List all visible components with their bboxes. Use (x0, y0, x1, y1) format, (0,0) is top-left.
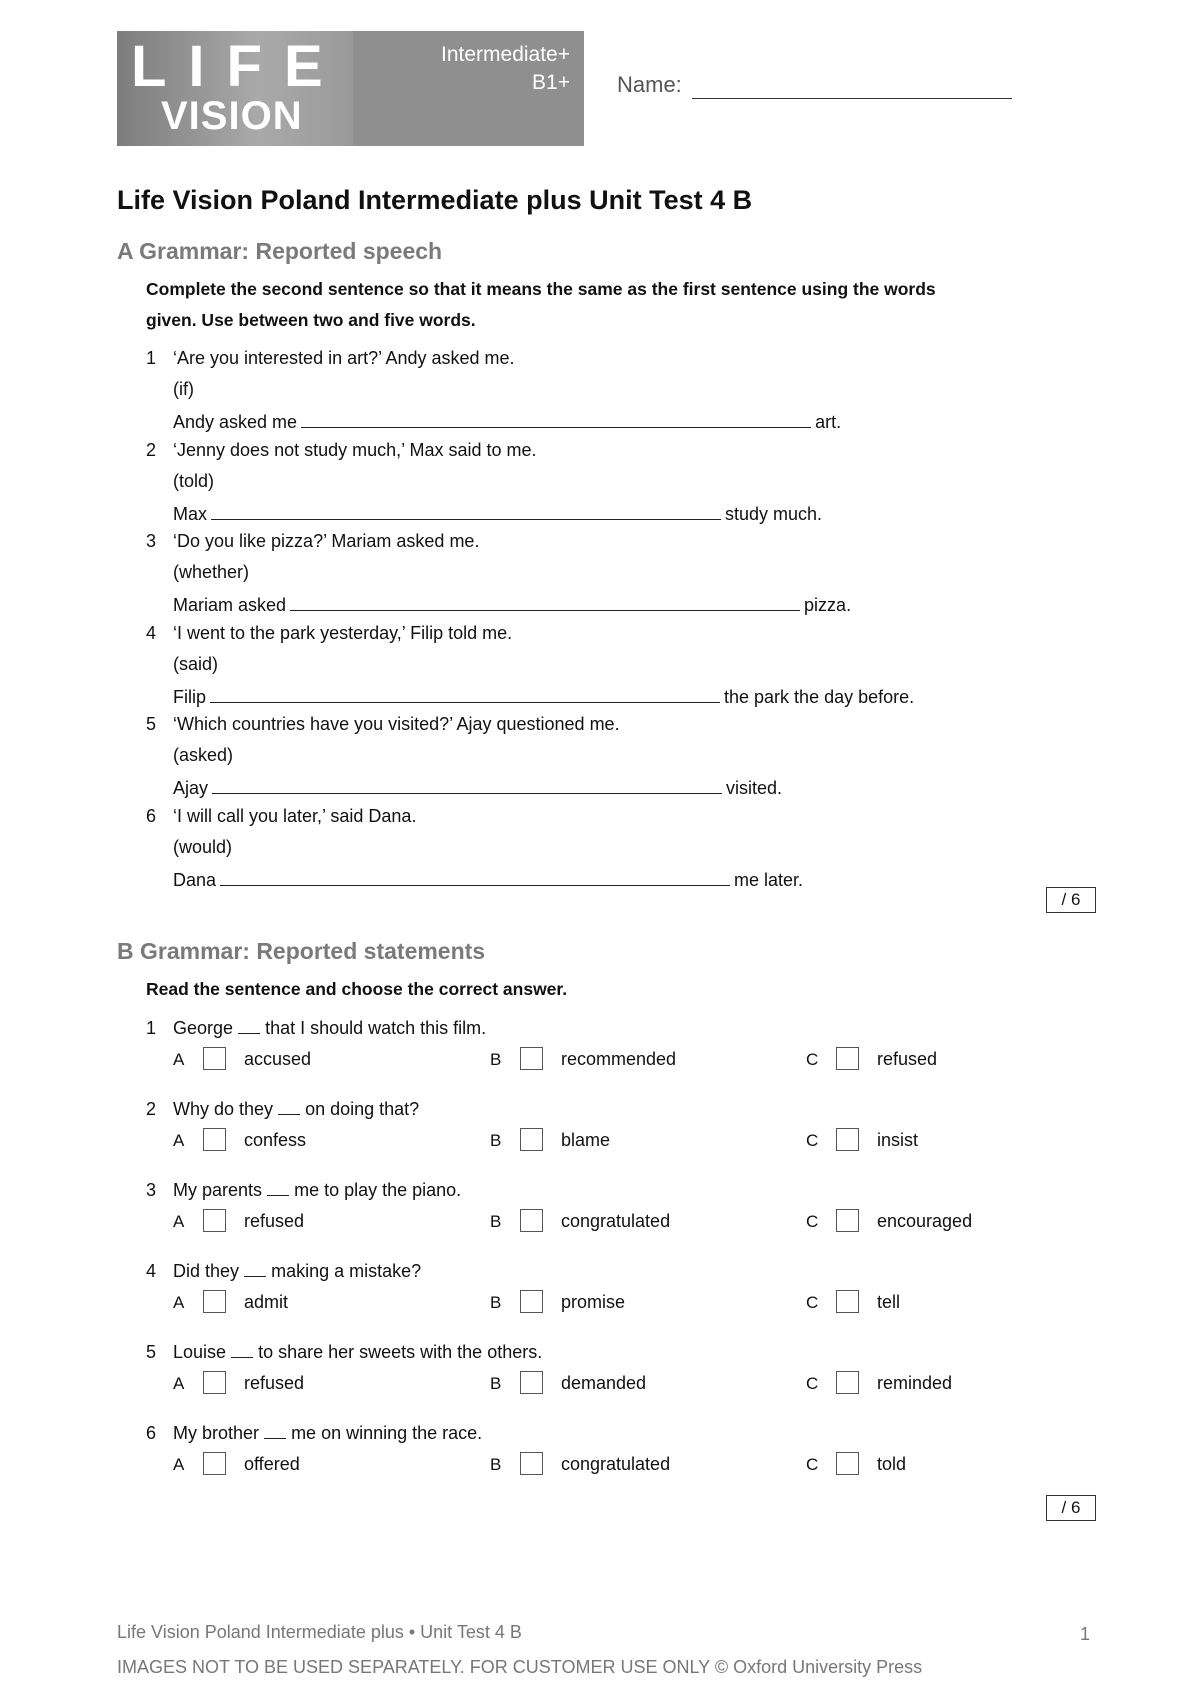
option-checkbox[interactable] (203, 1209, 226, 1232)
question-text (173, 1013, 486, 1044)
original-sentence: ‘Jenny does not study much,’ Max said to me. (173, 439, 537, 460)
rewrite-line (173, 588, 851, 619)
option-letter: C (806, 1455, 819, 1474)
section-b-instructions: Read the sentence and choose the correct answer. (146, 979, 568, 999)
option-checkbox[interactable] (520, 1452, 543, 1475)
option-letter: B (490, 1050, 502, 1069)
option-text: encouraged (877, 1211, 973, 1231)
rewrite-prefix: Filip (173, 686, 207, 707)
option-letter: B (490, 1293, 502, 1312)
section-a-instructions: Complete the second sentence so that it means the same as the first sentence using the words given. Use between two and five words. (146, 279, 936, 330)
original-sentence: ‘I went to the park yesterday,’ Filip told me. (173, 622, 513, 643)
answer-blank[interactable] (211, 497, 721, 520)
keyword: (whether) (173, 562, 250, 582)
rewrite-prefix: Dana (173, 869, 217, 890)
question-after: making a mistake? (271, 1261, 422, 1281)
life-vision-logo (117, 31, 584, 146)
section-a-score-box: / 6 (1046, 887, 1096, 913)
item-number: 5 (146, 1342, 157, 1362)
option-checkbox[interactable] (836, 1128, 859, 1151)
level-line-2: B1+ (532, 71, 570, 94)
question-text (173, 1094, 419, 1125)
original-sentence: ‘I will call you later,’ said Dana. (173, 805, 417, 826)
option-letter: C (806, 1212, 819, 1231)
page-title: Life Vision Poland Intermediate plus Unit Test 4 B (117, 185, 753, 215)
option-checkbox[interactable] (520, 1290, 543, 1313)
question-after: me on winning the race. (291, 1423, 483, 1443)
question-after: that I should watch this film. (265, 1018, 487, 1038)
question-before: Did they (173, 1261, 240, 1281)
name-field[interactable] (692, 98, 1012, 99)
option-text: accused (244, 1049, 312, 1069)
item-number: 2 (146, 439, 157, 460)
rewrite-prefix: Mariam asked (173, 595, 287, 615)
item-number: 1 (146, 348, 157, 368)
logo-word-life: LIFE (131, 34, 345, 99)
rewrite-suffix: the park the day before. (724, 686, 915, 707)
option-text: confess (244, 1130, 307, 1150)
answer-blank[interactable] (212, 771, 722, 794)
item-number: 3 (146, 531, 157, 551)
option-letter: B (490, 1212, 502, 1231)
original-sentence: ‘Do you like pizza?’ Mariam asked me. (173, 531, 480, 551)
question-after: on doing that? (305, 1099, 420, 1119)
keyword: (would) (173, 836, 233, 857)
option-text: offered (244, 1454, 300, 1474)
option-checkbox[interactable] (203, 1128, 226, 1151)
question-after: to share her sweets with the others. (258, 1342, 543, 1362)
option-checkbox[interactable] (520, 1209, 543, 1232)
question-before: My parents (173, 1180, 263, 1200)
option-checkbox[interactable] (836, 1452, 859, 1475)
option-letter: A (173, 1131, 185, 1150)
option-text: refused (877, 1049, 938, 1069)
logo-word-vision: VISION (161, 94, 303, 138)
keyword: (told) (173, 470, 215, 491)
item-number: 6 (146, 1423, 157, 1443)
question-text (173, 1256, 421, 1287)
question-text (173, 1418, 482, 1449)
item-number: 5 (146, 714, 157, 734)
gap-blank (231, 1339, 253, 1358)
original-sentence: ‘Which countries have you visited?’ Ajay questioned me. (173, 714, 620, 734)
option-text: recommended (561, 1049, 677, 1069)
footer-title: Life Vision Poland Intermediate plus • Unit Test 4 B (117, 1622, 522, 1642)
item-number: 3 (146, 1180, 157, 1200)
option-text: congratulated (561, 1454, 671, 1474)
level-line-1: Intermediate+ (441, 43, 570, 66)
footer-copyright: IMAGES NOT TO BE USED SEPARATELY. FOR CUSTOMER USE ONLY © Oxford University Press (117, 1657, 923, 1677)
keyword: (said) (173, 653, 219, 674)
question-before: Why do they (173, 1099, 274, 1119)
option-letter: B (490, 1131, 502, 1150)
rewrite-line (173, 863, 803, 894)
rewrite-prefix: Andy asked me (173, 412, 298, 432)
option-text: refused (244, 1211, 305, 1231)
rewrite-line (173, 771, 782, 802)
answer-blank[interactable] (210, 680, 720, 703)
option-letter: A (173, 1212, 185, 1231)
option-checkbox[interactable] (203, 1371, 226, 1394)
question-before: George (173, 1018, 234, 1038)
option-letter: B (490, 1455, 502, 1474)
section-b-heading: B Grammar: Reported statements (117, 938, 486, 964)
item-number: 6 (146, 805, 157, 826)
option-checkbox[interactable] (836, 1371, 859, 1394)
option-letter: C (806, 1374, 819, 1393)
answer-blank[interactable] (290, 588, 800, 611)
option-letter: A (173, 1293, 185, 1312)
original-sentence: ‘Are you interested in art?’ Andy asked me. (173, 348, 515, 368)
item-number: 1 (146, 1018, 157, 1038)
option-checkbox[interactable] (203, 1290, 226, 1313)
option-checkbox[interactable] (203, 1452, 226, 1475)
gap-blank (244, 1258, 266, 1277)
option-letter: A (173, 1374, 185, 1393)
gap-blank (238, 1015, 260, 1034)
gap-blank (264, 1420, 286, 1439)
option-text: told (877, 1454, 907, 1474)
gap-blank (267, 1177, 289, 1196)
section-b-score-box: / 6 (1046, 1495, 1096, 1521)
rewrite-prefix: Ajay (173, 778, 209, 798)
section-a-heading: A Grammar: Reported speech (117, 238, 443, 264)
option-checkbox[interactable] (203, 1047, 226, 1070)
option-text: admit (244, 1292, 289, 1312)
rewrite-suffix: visited. (726, 778, 783, 798)
rewrite-line (173, 680, 914, 711)
option-letter: B (490, 1374, 502, 1393)
item-number: 2 (146, 1099, 157, 1119)
item-number: 4 (146, 1261, 157, 1281)
keyword: (if) (173, 379, 194, 399)
option-text: reminded (877, 1373, 953, 1393)
answer-blank[interactable] (220, 863, 730, 886)
rewrite-line (173, 405, 841, 436)
option-letter: A (173, 1050, 185, 1069)
option-text: insist (877, 1130, 919, 1150)
rewrite-suffix: study much. (725, 503, 823, 524)
item-number: 4 (146, 622, 157, 643)
name-label: Name: (617, 72, 682, 97)
rewrite-suffix: art. (815, 412, 842, 432)
question-after: me to play the piano. (294, 1180, 462, 1200)
option-letter: C (806, 1293, 819, 1312)
rewrite-suffix: me later. (734, 869, 804, 890)
level-label (441, 41, 570, 97)
answer-blank[interactable] (301, 405, 811, 428)
rewrite-prefix: Max (173, 503, 208, 524)
rewrite-suffix: pizza. (804, 595, 852, 615)
question-before: Louise (173, 1342, 227, 1362)
rewrite-line (173, 497, 822, 528)
option-text: congratulated (561, 1211, 671, 1231)
option-text: refused (244, 1373, 305, 1393)
option-text: promise (561, 1292, 626, 1312)
option-letter: C (806, 1050, 819, 1069)
option-checkbox[interactable] (836, 1290, 859, 1313)
keyword: (asked) (173, 745, 234, 765)
option-text: demanded (561, 1373, 647, 1393)
question-before: My brother (173, 1423, 260, 1443)
option-letter: C (806, 1131, 819, 1150)
gap-blank (278, 1096, 300, 1115)
option-checkbox[interactable] (836, 1209, 859, 1232)
option-checkbox[interactable] (520, 1128, 543, 1151)
option-text: tell (877, 1292, 901, 1312)
page-number: 1 (1080, 1624, 1091, 1644)
option-checkbox[interactable] (836, 1047, 859, 1070)
question-text (173, 1175, 461, 1206)
option-checkbox[interactable] (520, 1047, 543, 1070)
option-checkbox[interactable] (520, 1371, 543, 1394)
option-letter: A (173, 1455, 185, 1474)
option-text: blame (561, 1130, 611, 1150)
question-text (173, 1337, 542, 1368)
